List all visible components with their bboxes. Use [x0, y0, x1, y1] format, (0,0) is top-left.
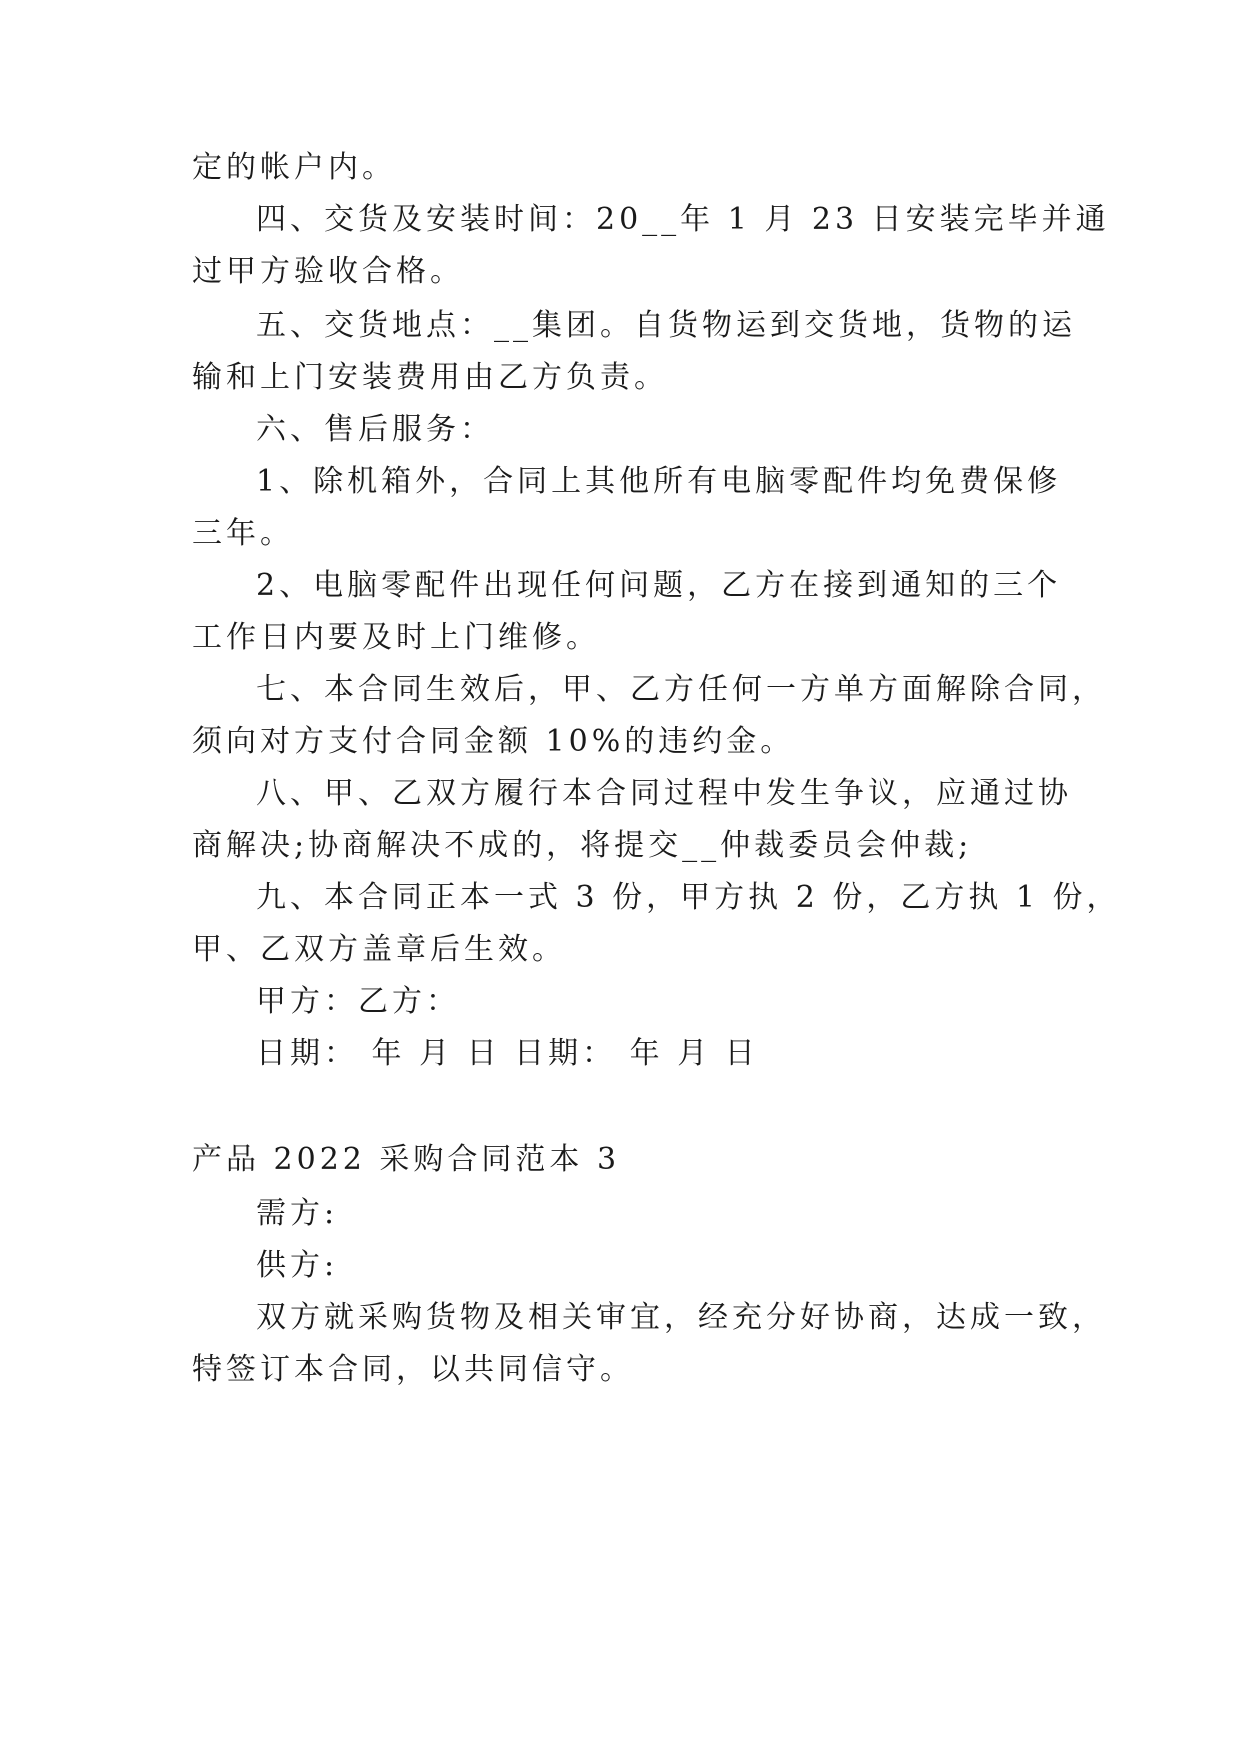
- paragraph-line: 1、除机箱外，合同上其他所有电脑零配件均免费保修: [256, 464, 1062, 499]
- section-title: 产品 2022 采购合同范本 3: [192, 1142, 621, 1177]
- paragraph-line: 工作日内要及时上门维修。: [192, 620, 600, 655]
- paragraph-line: 双方就采购货物及相关审宜，经充分好协商，达成一致，: [256, 1300, 1106, 1335]
- supplier-line: 供方:: [256, 1248, 339, 1283]
- paragraph-line: 四、交货及安装时间：20__年 1 月 23 日安装完毕并通: [256, 202, 1110, 237]
- paragraph-line: 七、本合同生效后，甲、乙方任何一方单方面解除合同，: [256, 672, 1106, 707]
- paragraph-line: 2、电脑零配件出现任何问题，乙方在接到通知的三个: [256, 568, 1062, 603]
- paragraph-line: 特签订本合同，以共同信守。: [192, 1352, 634, 1387]
- paragraph-line: 定的帐户内。: [192, 150, 396, 185]
- paragraph-line: 八、甲、乙双方履行本合同过程中发生争议，应通过协: [256, 776, 1072, 811]
- signature-dates: 日期： 年 月 日 日期： 年 月 日: [256, 1036, 759, 1071]
- paragraph-line: 须向对方支付合同金额 10%的违约金。: [192, 724, 795, 759]
- buyer-line: 需方:: [256, 1196, 339, 1231]
- paragraph-line: 六、售后服务：: [256, 412, 494, 447]
- paragraph-line: 商解决;协商解决不成的，将提交__仲裁委员会仲裁;: [192, 828, 973, 863]
- paragraph-line: 三年。: [192, 516, 294, 551]
- paragraph-line: 输和上门安装费用由乙方负责。: [192, 360, 668, 395]
- paragraph-line: 五、交货地点：__集团。自货物运到交货地，货物的运: [256, 308, 1076, 343]
- paragraph-line: 九、本合同正本一式 3 份，甲方执 2 份，乙方执 1 份，: [256, 880, 1121, 915]
- paragraph-line: 过甲方验收合格。: [192, 254, 464, 289]
- signature-parties: 甲方：乙方：: [256, 984, 460, 1019]
- paragraph-line: 甲、乙双方盖章后生效。: [192, 932, 566, 967]
